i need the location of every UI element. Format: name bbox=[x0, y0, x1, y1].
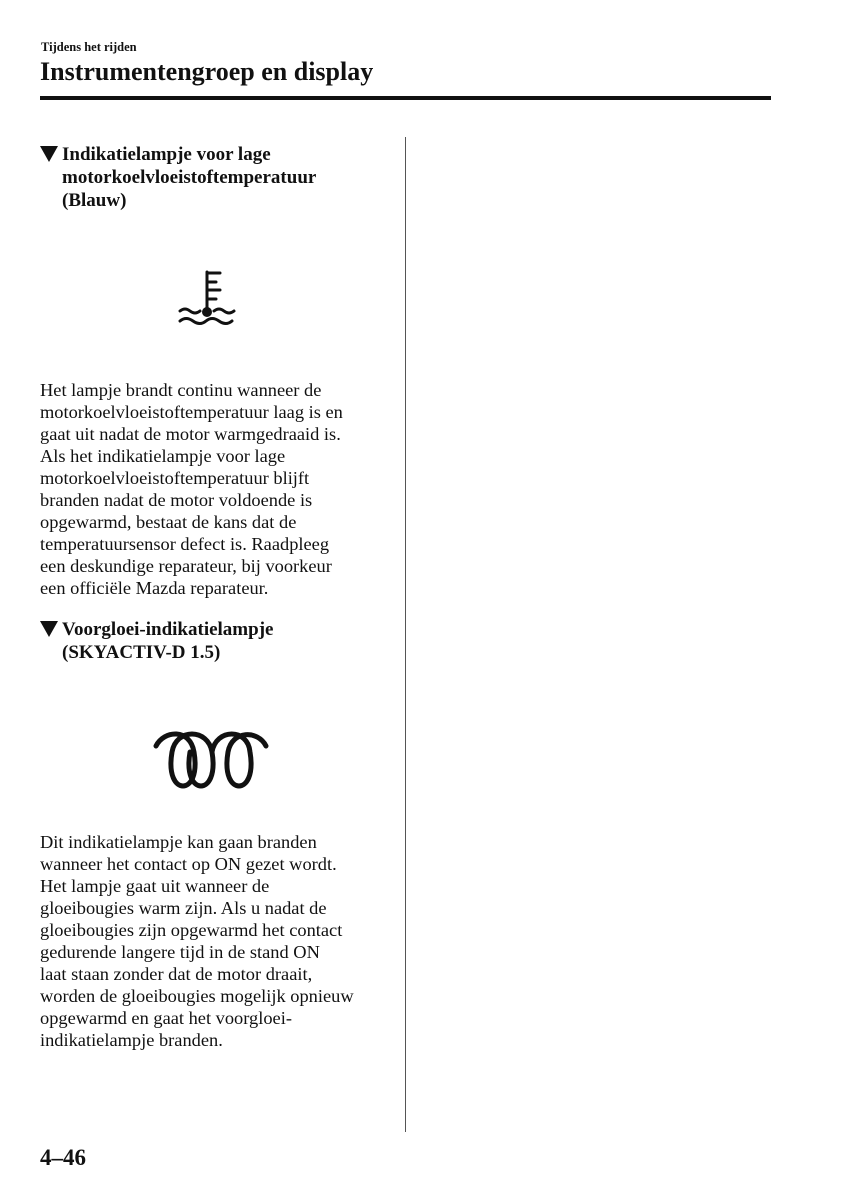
triangle-marker-icon bbox=[40, 146, 58, 162]
title-rule bbox=[40, 96, 771, 100]
triangle-marker-icon bbox=[40, 621, 58, 637]
section-heading-coolant-temperature bbox=[40, 143, 360, 212]
page-title: Instrumentengroep en display bbox=[40, 57, 374, 86]
section-heading-glow-plug bbox=[40, 618, 380, 664]
section-body-coolant-temperature: Het lampje brandt continu wanneer de motorkoelvloeistoftemperatuur laag is en gaat uit nadat de motor warmgedraaid is. Als het indikatielampje voor lage motorkoelvloeistoftemperatuur blijft branden nadat de motor voldoende is opgewarmd, bestaat de kans dat de temperatuursensor defect is. Raadpleeg een deskundige reparateur, bij voorkeur een officiële Mazda reparateur. bbox=[40, 380, 343, 598]
section-heading-text: Voorgloei-indikatielampje (SKYACTIV-D 1.5) bbox=[62, 619, 274, 663]
section-heading-text: Indikatielampje voor lage motorkoelvloeistoftemperatuur (Blauw) bbox=[62, 144, 316, 211]
running-head: Tijdens het rijden bbox=[41, 40, 137, 54]
page-number: 4–46 bbox=[40, 1145, 86, 1170]
coolant-temperature-icon bbox=[174, 268, 244, 330]
glow-plug-icon bbox=[150, 722, 272, 792]
column-divider bbox=[405, 137, 406, 1132]
section-body-glow-plug: Dit indikatielampje kan gaan branden wanneer het contact op ON gezet wordt. Het lampje gaat uit wanneer de gloeibougies warm zijn. Als u nadat de gloeibougies zijn opgewarmd het contact gedurende langere tijd in de stand ON laat staan zonder dat de motor draait, worden de gloeibougies mogelijk opnieuw opgewarmd en gaat het voorgloei- indikatielampje branden. bbox=[40, 832, 354, 1050]
